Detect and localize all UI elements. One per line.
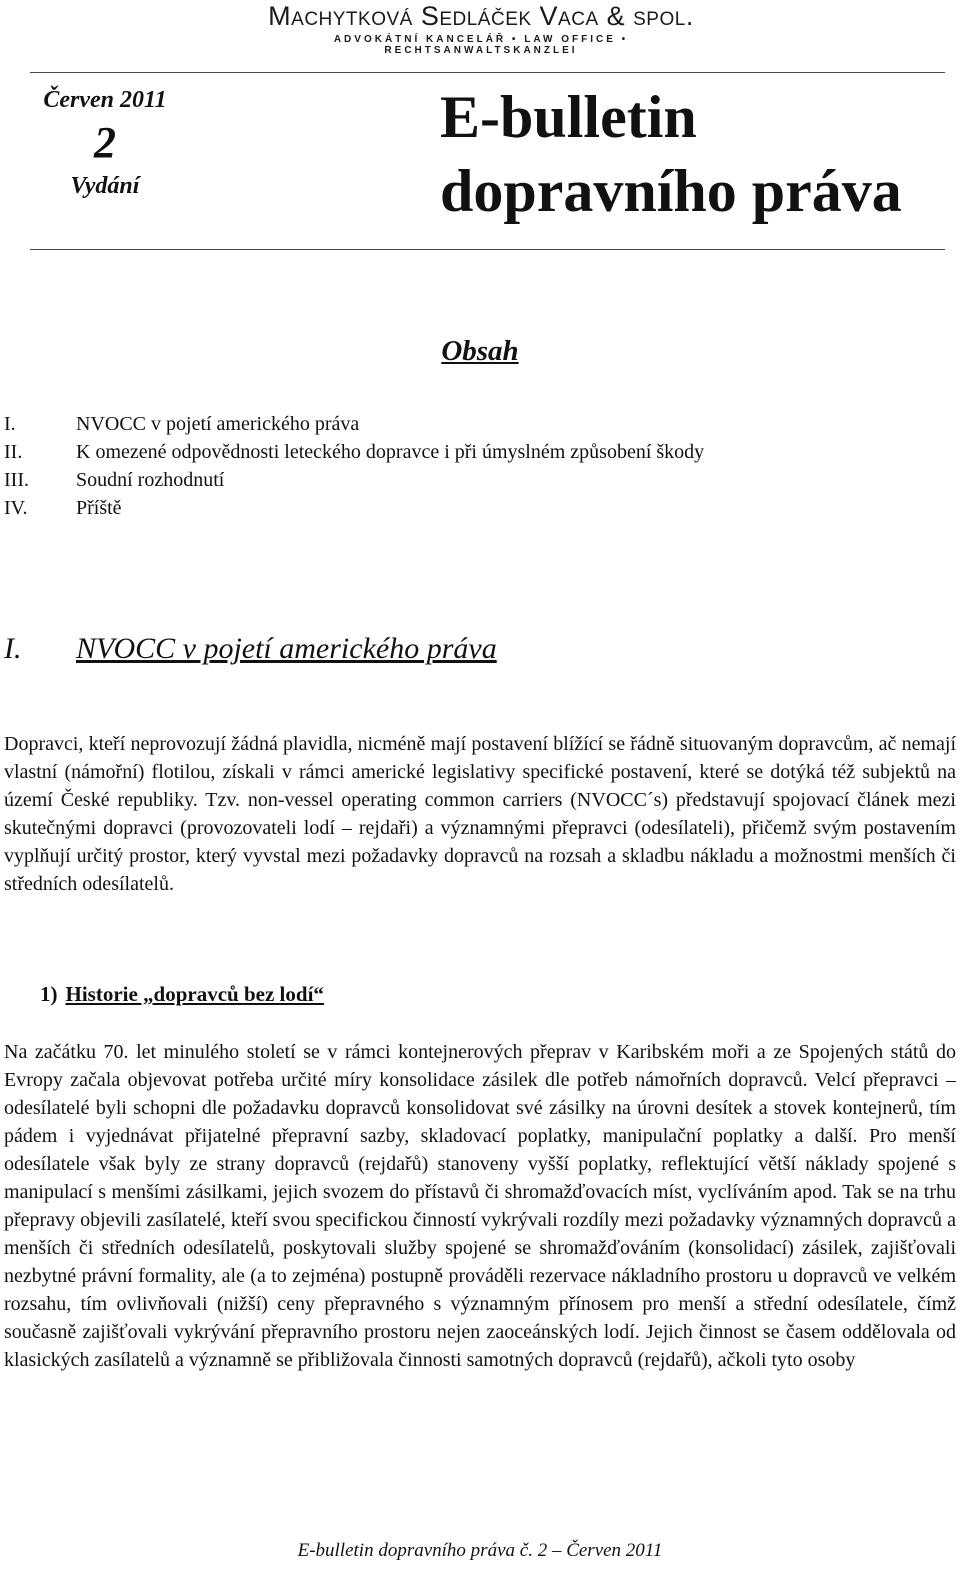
toc-item-text: K omezené odpovědnosti leteckého dopravce i při úmyslném způsobení škody — [76, 441, 705, 463]
title-rule — [30, 249, 945, 250]
toc-item — [4, 438, 704, 466]
table-of-contents — [4, 410, 704, 522]
toc-item — [4, 410, 704, 438]
issue-number: 2 — [94, 118, 116, 167]
subsection-heading — [40, 982, 324, 1007]
toc-item-number: IV. — [4, 497, 28, 519]
toc-item-number: II. — [4, 441, 23, 463]
bulletin-title — [440, 80, 902, 228]
intro-paragraph: Dopravci, kteří neprovozují žádná plavidla, nicméně mají postavení blížící se řádně situovaným dopravcům, ač nemají vlastní (námořní) flotilou, získali v rámci americké legislativy specifické postavení, které se dotýká též subjektů na území České republiky. Tzv. non-vessel operating common carriers (NVOCC´s) představují spojovací článek mezi skutečnými dopravci (provozovateli lodí – rejdaři) a významnými přepravci (odesílateli), přičemž svým postavením vyplňují určitý prostor, který vyvstal mezi požadavky dopravců na rozsah a skladbu nákladu a možnostmi menších či středních odesílatelů. — [4, 733, 956, 895]
bulletin-title-line2: dopravního práva — [440, 158, 902, 224]
toc-item-text: Soudní rozhodnutí — [76, 469, 225, 491]
toc-item-number: III. — [4, 469, 29, 491]
firm-name: Machytková Sedláček Vaca & spol. — [268, 1, 694, 31]
section-title: NVOCC v pojetí amerického práva — [76, 632, 497, 665]
top-rule — [30, 72, 945, 73]
bulletin-title-line1: E-bulletin — [440, 84, 697, 150]
toc-item — [4, 494, 704, 522]
toc-title: Obsah — [441, 335, 519, 367]
issue-label: Vydání — [70, 173, 140, 199]
page-footer: E-bulletin dopravního práva č. 2 – Červen 2011 — [297, 1540, 663, 1561]
firm-tagline: ADVOKÁTNÍ KANCELÁŘ • LAW OFFICE • RECHTSANWALTSKANZLEI — [333, 34, 629, 56]
issue-month: Červen 2011 — [43, 87, 167, 113]
toc-item-text: NVOCC v pojetí amerického práva — [76, 413, 360, 435]
toc-item — [4, 466, 704, 494]
toc-item-number: I. — [4, 413, 16, 435]
law-firm-logo — [246, 0, 716, 56]
issue-block — [0, 85, 210, 201]
body-paragraph: Na začátku 70. let minulého století se v rámci kontejnerových přeprav v Karibském moři a ze Spojených států do Evropy začala objevovat potřeba určité míry konsolidace zásilek dle potřeb námořních dopravců. Velcí přepravci – odesílatelé byli schopni dle požadavku dopravců konsolidovat své zásilky na úrovni desítek a stovek kontejnerů, tím pádem i vyjednávat přijatelné přepravní sazby, skladovací poplatky, manipulační poplatky a další. Pro menší odesílatele však byly ze strany dopravců (rejdařů) stanoveny vyšší poplatky, reflektující větší náklady spojené s manipulací s menšími zásilkami, jejich svozem do přístavů či shromažďovacích míst, vyclíváním apod. Tak se na trhu přepravy objevili zasílatelé, kteří svou specifickou činností vykrývali rozdíly mezi požadavky významných dopravců a menších či středních odesílatelů, poskytovali služby spojené se shromažďováním (konsolidací) zásilek, zajišťovali nezbytné právní formality, ale (a to zejména) postupně prováděli rezervace nákladního prostoru u dopravců ve velkém rozsahu, tím ovlivňovali (nižší) ceny přepravného s významným přínosem pro menší a střední odesílatele, čímž současně zajišťovali vykrývání přepravního prostoru nejen zaoceánských lodí. Jejich činnost se časem oddělovala od klasických zasílatelů a významně se přibližovala činnosti samotných dopravců (rejdařů), ačkoli tyto osoby — [4, 1041, 956, 1371]
toc-item-text: Příště — [76, 497, 122, 519]
section-number: I. — [4, 632, 22, 665]
section-heading — [4, 632, 497, 666]
subsection-title: Historie „dopravců bez lodí“ — [65, 982, 324, 1006]
subsection-number: 1) — [40, 982, 58, 1006]
